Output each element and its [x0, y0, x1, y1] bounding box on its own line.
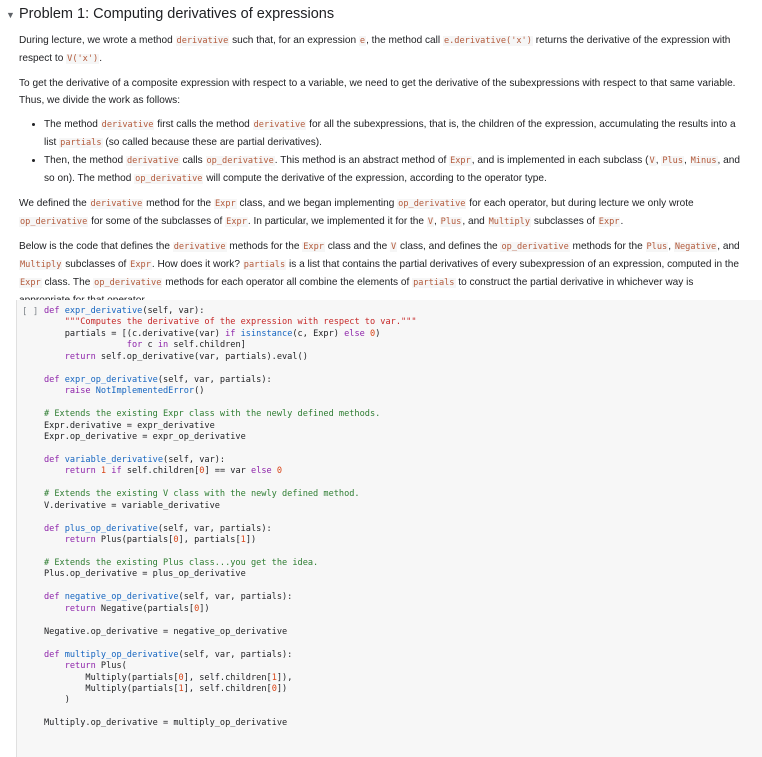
code-token: ] == var [204, 466, 252, 477]
code-token: return [64, 661, 101, 672]
bullet-list [19, 116, 747, 188]
code-token: 0 [370, 328, 376, 339]
code-line [44, 466, 417, 477]
inline-code: derivative [90, 199, 143, 209]
text-run: We defined the [19, 198, 90, 209]
code-token: ]) [199, 603, 210, 614]
section-header [0, 0, 762, 30]
paragraph-1 [19, 32, 747, 68]
code-token [44, 317, 65, 327]
code-token: """Computes the derivative of the expression with respect to var.""" [64, 317, 417, 328]
text-run: The method [44, 119, 101, 130]
code-token: (self, var): [142, 306, 205, 316]
code-editor[interactable] [44, 306, 417, 730]
text-run: calls [179, 155, 206, 166]
inline-code: Multiply [20, 260, 62, 270]
code-line [44, 501, 417, 512]
inline-code: Negative [674, 242, 717, 252]
code-token: def [44, 454, 65, 465]
code-line [44, 547, 417, 558]
list-item [44, 152, 747, 188]
code-token: 0 [194, 603, 200, 614]
paragraph-4 [19, 238, 747, 309]
inline-code: op_derivative [94, 278, 162, 288]
code-token: (c, Expr) [292, 328, 345, 339]
text-run: . [99, 53, 102, 64]
code-token: c [147, 340, 158, 351]
code-token [44, 352, 65, 362]
code-line [44, 627, 417, 638]
inline-code: V [649, 156, 655, 166]
code-token: (self, var, partials): [157, 374, 272, 385]
text-run: . This method is an abstract method of [274, 155, 450, 166]
code-token: ], partials[ [178, 535, 241, 546]
inline-code: derivative [253, 120, 306, 130]
code-line [44, 421, 417, 432]
text-run: , the method call [366, 35, 443, 46]
code-line [44, 604, 417, 615]
text-run: (so called because these are partial derivatives). [102, 137, 322, 148]
text-run: subclasses of [531, 216, 598, 227]
inline-code: op_derivative [20, 217, 88, 227]
code-line [44, 375, 417, 386]
inline-code: derivative [126, 156, 179, 166]
inline-code: partials [243, 260, 286, 270]
code-line [44, 306, 417, 317]
code-token: # Extends the existing V class with the newly defined method. [44, 489, 360, 500]
code-line [44, 661, 417, 672]
code-line [44, 489, 417, 500]
code-token: Multiply(partials[ [44, 683, 179, 694]
inline-code: V('x') [67, 54, 99, 64]
code-token: def [44, 374, 65, 385]
text-run: is a list that contains the partial derivatives of every subexpression of an expression, computed in the [286, 259, 739, 270]
code-token: Multiply(partials[ [44, 672, 179, 683]
code-token: self.children[ [126, 466, 200, 477]
text-run: methods for each operator all combine the elements of [162, 277, 413, 288]
text-run: to construct the partial derivative in whichever way is [458, 277, 694, 288]
text-run: class. The [41, 277, 94, 288]
text-run: , [434, 216, 440, 227]
text-run: such that, for an expression [229, 35, 359, 46]
text-run: returns the derivative of the expression with respect to [19, 35, 731, 64]
code-line [44, 317, 417, 328]
code-token: 1 [178, 683, 184, 694]
code-token: if [111, 466, 127, 477]
code-line [44, 524, 417, 535]
code-token: Negative(partials[ [100, 603, 195, 614]
text-run: , and [462, 216, 488, 227]
code-line [44, 581, 417, 592]
code-token: Plus( [100, 661, 127, 672]
code-token: expr_derivative [64, 306, 143, 316]
inline-code: Expr [226, 217, 247, 227]
code-token: (self, var): [163, 454, 226, 465]
text-run: . In particular, we implemented it for the [247, 216, 427, 227]
inline-code: Plus [440, 217, 462, 227]
text-run: , and so on). The method [44, 155, 740, 184]
inline-code: Minus [690, 156, 717, 166]
caret-down-icon[interactable]: ▼ [6, 10, 15, 20]
code-line [44, 535, 417, 546]
code-token: plus_op_derivative [64, 523, 158, 534]
code-token: variable_derivative [64, 454, 164, 465]
code-token: return [64, 351, 101, 362]
code-line [44, 443, 417, 454]
code-line [44, 352, 417, 363]
code-token [44, 535, 65, 545]
code-token: ], self.children[ [183, 672, 272, 683]
code-token: 0 [276, 466, 283, 477]
inline-code: partials [413, 278, 455, 288]
code-token: in [157, 340, 174, 351]
code-token: return [64, 603, 101, 614]
code-token: multiply_op_derivative [64, 649, 179, 660]
inline-code: Expr [214, 199, 236, 209]
code-token: def [44, 523, 65, 534]
code-token: Plus.op_derivative = plus_op_derivative [44, 569, 246, 580]
text-run: for each operator, but during lecture we only wrote [466, 198, 694, 209]
code-token [44, 466, 65, 476]
code-line [44, 718, 417, 729]
code-line [44, 569, 417, 580]
code-token: 0 [199, 466, 205, 477]
code-token: Expr.derivative = expr_derivative [44, 420, 215, 431]
text-run: . [620, 216, 624, 227]
text-run: methods for the [569, 241, 646, 252]
code-token: ) [44, 695, 70, 706]
inline-code: derivative [101, 120, 154, 130]
code-token [44, 661, 65, 671]
inline-code: derivative [176, 36, 229, 46]
code-token: Expr.op_derivative = expr_op_derivative [44, 431, 246, 442]
code-line [44, 409, 417, 420]
code-token: Plus(partials[ [100, 535, 174, 546]
code-line [44, 432, 417, 443]
code-token: negative_op_derivative [64, 592, 179, 603]
code-token: 1 [240, 535, 246, 546]
code-token: V.derivative = variable_derivative [44, 500, 220, 511]
code-token: # Extends the existing Plus class...you get the idea. [44, 557, 319, 568]
text-run: methods for the [226, 241, 303, 252]
text-run: for all the subexpressions, that is, the children of the expression, accumulating the results into a list [44, 119, 736, 148]
inline-code: e.derivative('x') [443, 36, 532, 46]
inline-code: Multiply [488, 217, 531, 227]
inline-code: V [427, 217, 434, 227]
code-line [44, 478, 417, 489]
inline-code: Expr [303, 242, 324, 252]
run-cell-button[interactable]: [ ] [22, 307, 39, 317]
code-token [44, 340, 127, 350]
code-token: self.children] [173, 340, 246, 351]
text-run: class, and defines the [397, 241, 501, 252]
code-line [44, 684, 417, 695]
markdown-cell [19, 32, 747, 316]
code-line [44, 650, 417, 661]
code-token: ) [375, 328, 381, 339]
code-token: else [251, 466, 277, 477]
paragraph-2 [19, 75, 747, 109]
code-line [44, 398, 417, 409]
inline-code: op_derivative [398, 199, 466, 209]
inline-code: partials [60, 138, 102, 148]
code-line [44, 695, 417, 706]
code-line [44, 512, 417, 523]
text-run: , and is implemented in each subclass ( [471, 155, 649, 166]
inline-code: Expr [450, 156, 471, 166]
code-token: expr_op_derivative [64, 374, 158, 385]
code-token: (self, var, partials): [157, 523, 272, 534]
code-token [44, 604, 65, 614]
code-line [44, 340, 417, 351]
inline-code: e [359, 36, 366, 46]
code-token: () [194, 386, 205, 397]
code-token: 0 [271, 683, 277, 694]
code-token: isinstance [240, 328, 293, 339]
text-run: class, and we began implementing [236, 198, 398, 209]
code-token: partials = [(c.derivative(var) [44, 328, 226, 339]
code-token: (self, var, partials): [178, 649, 293, 660]
text-run: method for the [143, 198, 214, 209]
text-run: subclasses of [62, 259, 130, 270]
paragraph-3 [19, 195, 747, 231]
code-token: def [44, 649, 65, 660]
inline-code: V [391, 242, 397, 252]
code-token: return [64, 466, 101, 477]
inline-code: op_derivative [206, 156, 274, 166]
code-cell[interactable] [16, 300, 762, 757]
code-token: ], self.children[ [183, 683, 272, 694]
code-token: else [344, 328, 370, 339]
text-run: Below is the code that defines the [19, 241, 173, 252]
code-line [44, 615, 417, 626]
code-token: 1 [271, 672, 277, 683]
text-run: . How does it work? [151, 259, 243, 270]
code-token: for [126, 340, 148, 351]
text-run: Then, the method [44, 155, 126, 166]
text-run: To get the derivative of a composite expression with respect to a variable, we need to get the derivative of the subexpressions with respect to that same variable. Thus, we divide the work as follows: [19, 78, 736, 106]
code-token: ]) [276, 683, 288, 694]
text-run: , [655, 155, 662, 166]
code-token: def [44, 306, 65, 316]
code-token: 0 [178, 672, 184, 683]
inline-code: Expr [20, 278, 41, 288]
code-token [44, 386, 65, 396]
inline-code: Expr [598, 217, 620, 227]
code-line [44, 558, 417, 569]
text-run: for some of the subclasses of [88, 216, 226, 227]
section-title: Problem 1: Computing derivatives of expressions [19, 6, 335, 22]
text-run: will compute the derivative of the expression, according to the operator type. [203, 173, 547, 184]
code-line [44, 455, 417, 466]
text-run: first calls the method [154, 119, 253, 130]
text-run: , [684, 155, 690, 166]
inline-code: Plus [646, 242, 668, 252]
code-line [44, 638, 417, 649]
code-token: NotImplementedError [95, 386, 195, 397]
code-line [44, 707, 417, 718]
code-line [44, 363, 417, 374]
code-token: ]), [276, 672, 293, 683]
text-run: During lecture, we wrote a method [19, 35, 176, 46]
code-token: 0 [173, 535, 179, 546]
text-run: , [668, 241, 674, 252]
text-run: , and [717, 241, 740, 252]
code-token: Negative.op_derivative = negative_op_derivative [44, 626, 288, 637]
code-line [44, 386, 417, 397]
inline-code: op_derivative [135, 174, 203, 184]
code-token: 1 [100, 466, 112, 477]
code-line [44, 329, 417, 340]
inline-code: op_derivative [501, 242, 569, 252]
inline-code: derivative [173, 242, 226, 252]
code-token: (self, var, partials): [178, 592, 293, 603]
code-line [44, 673, 417, 684]
list-item [44, 116, 747, 152]
code-token: return [64, 535, 101, 546]
code-token: ]) [245, 535, 257, 546]
code-line [44, 592, 417, 603]
code-token: self.op_derivative(var, partials).eval() [100, 351, 308, 362]
code-token: if [225, 328, 241, 339]
code-token: # Extends the existing Expr class with the newly defined methods. [44, 409, 381, 420]
code-token: def [44, 592, 65, 603]
code-token: Multiply.op_derivative = multiply_op_derivative [44, 718, 288, 729]
inline-code: Plus [662, 156, 684, 166]
code-token: raise [64, 386, 96, 397]
text-run: class and the [324, 241, 391, 252]
inline-code: Expr [130, 260, 151, 270]
